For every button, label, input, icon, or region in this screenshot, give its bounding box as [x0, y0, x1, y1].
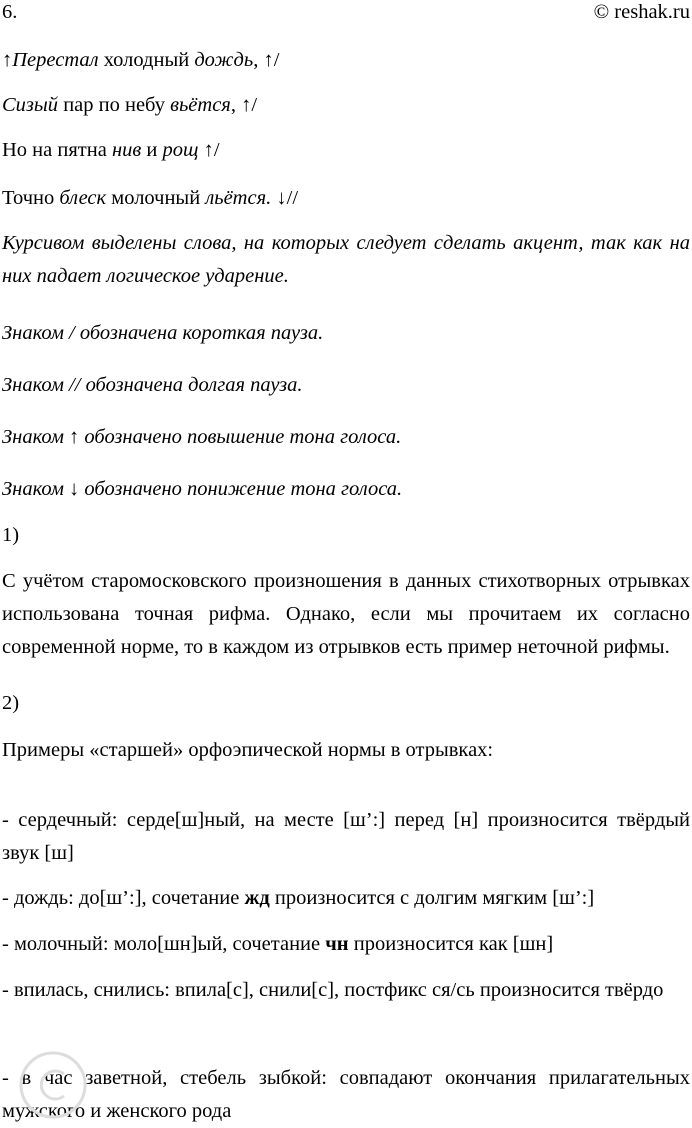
accented-word: Перестал — [12, 49, 99, 71]
example-item-5 — [2, 1062, 690, 1128]
section-1-label: 1) — [2, 524, 20, 546]
text-segment: ↑/ — [198, 139, 220, 161]
text-segment: ↓// — [271, 187, 299, 209]
text-segment: - дождь: до[ш’:], сочетание — [2, 887, 245, 909]
example-item-4 — [2, 974, 690, 1007]
text-segment: - впилась, снились: впила[с], снили[с], постфикс ся/сь произносится твёрдо — [2, 979, 664, 1001]
accented-word: вьётся — [170, 94, 231, 116]
text-segment: , ↑/ — [230, 94, 258, 116]
accented-word: дождь — [194, 49, 254, 71]
poem-line-3 — [2, 134, 690, 167]
copyright-label: © reshak.ru — [593, 1, 690, 23]
text-segment: произносится с долгим мягким [ш’:] — [269, 887, 595, 909]
example-item-1 — [2, 804, 690, 870]
text-segment: молочный — [106, 187, 206, 209]
accented-word: рощ — [162, 139, 199, 161]
section-2-label: 2) — [2, 692, 20, 714]
text-segment: произносится как [шн] — [348, 933, 554, 955]
note-long-pause: Знаком // обозначена долгая пауза. — [2, 374, 303, 396]
note-tone-down: Знаком ↓ обозначено понижение тона голоса. — [2, 478, 403, 500]
note-tone-up: Знаком ↑ обозначено повышение тона голоса. — [2, 426, 402, 448]
poem-line-2 — [2, 89, 690, 122]
accented-word: нив — [111, 139, 142, 161]
example-item-3 — [2, 928, 690, 961]
text-segment: и — [141, 139, 163, 161]
example-item-2 — [2, 882, 690, 915]
text-segment: - в час заветной, стебель зыбкой: совпадают окончания прилагательных мужского и женского рода — [2, 1067, 690, 1122]
task-number: 6. — [2, 1, 18, 23]
bold-letters: чн — [325, 933, 349, 955]
section-2-intro: Примеры «старшей» орфоэпической нормы в отрывках: — [2, 739, 494, 761]
poem-line-1 — [2, 44, 690, 77]
text-segment: Но на пятна — [2, 139, 112, 161]
note-italic: Курсивом выделены слова, на которых следует сделать акцент, так как на них падает логическое ударение. — [2, 232, 690, 287]
accented-word: блеск — [59, 187, 107, 209]
text-segment: , ↑/ — [253, 49, 280, 71]
accented-word: Сизый — [2, 94, 59, 116]
text-segment: - сердечный: серде[ш]ный, на месте [ш’:] перед [н] произносится твёрдый звук [ш] — [2, 809, 690, 864]
bold-letters: жд — [244, 887, 270, 909]
note-short-pause: Знаком / обозначена короткая пауза. — [2, 322, 324, 344]
text-segment: холодный — [98, 49, 195, 71]
accented-word: льётся. — [205, 187, 272, 209]
text-segment: Точно — [2, 187, 60, 209]
section-1-text: С учётом старомосковского произношения в данных стихотворных отрывках использована точная рифма. Однако, если мы прочитаем их согласно современной норме, то в каждом из отрывков есть пример неточной рифмы. — [2, 570, 690, 658]
poem-line-4 — [2, 182, 690, 215]
text-segment: ↑ — [2, 49, 13, 71]
text-segment: пар по небу — [58, 94, 171, 116]
text-segment: - молочный: моло[шн]ый, сочетание — [2, 933, 326, 955]
